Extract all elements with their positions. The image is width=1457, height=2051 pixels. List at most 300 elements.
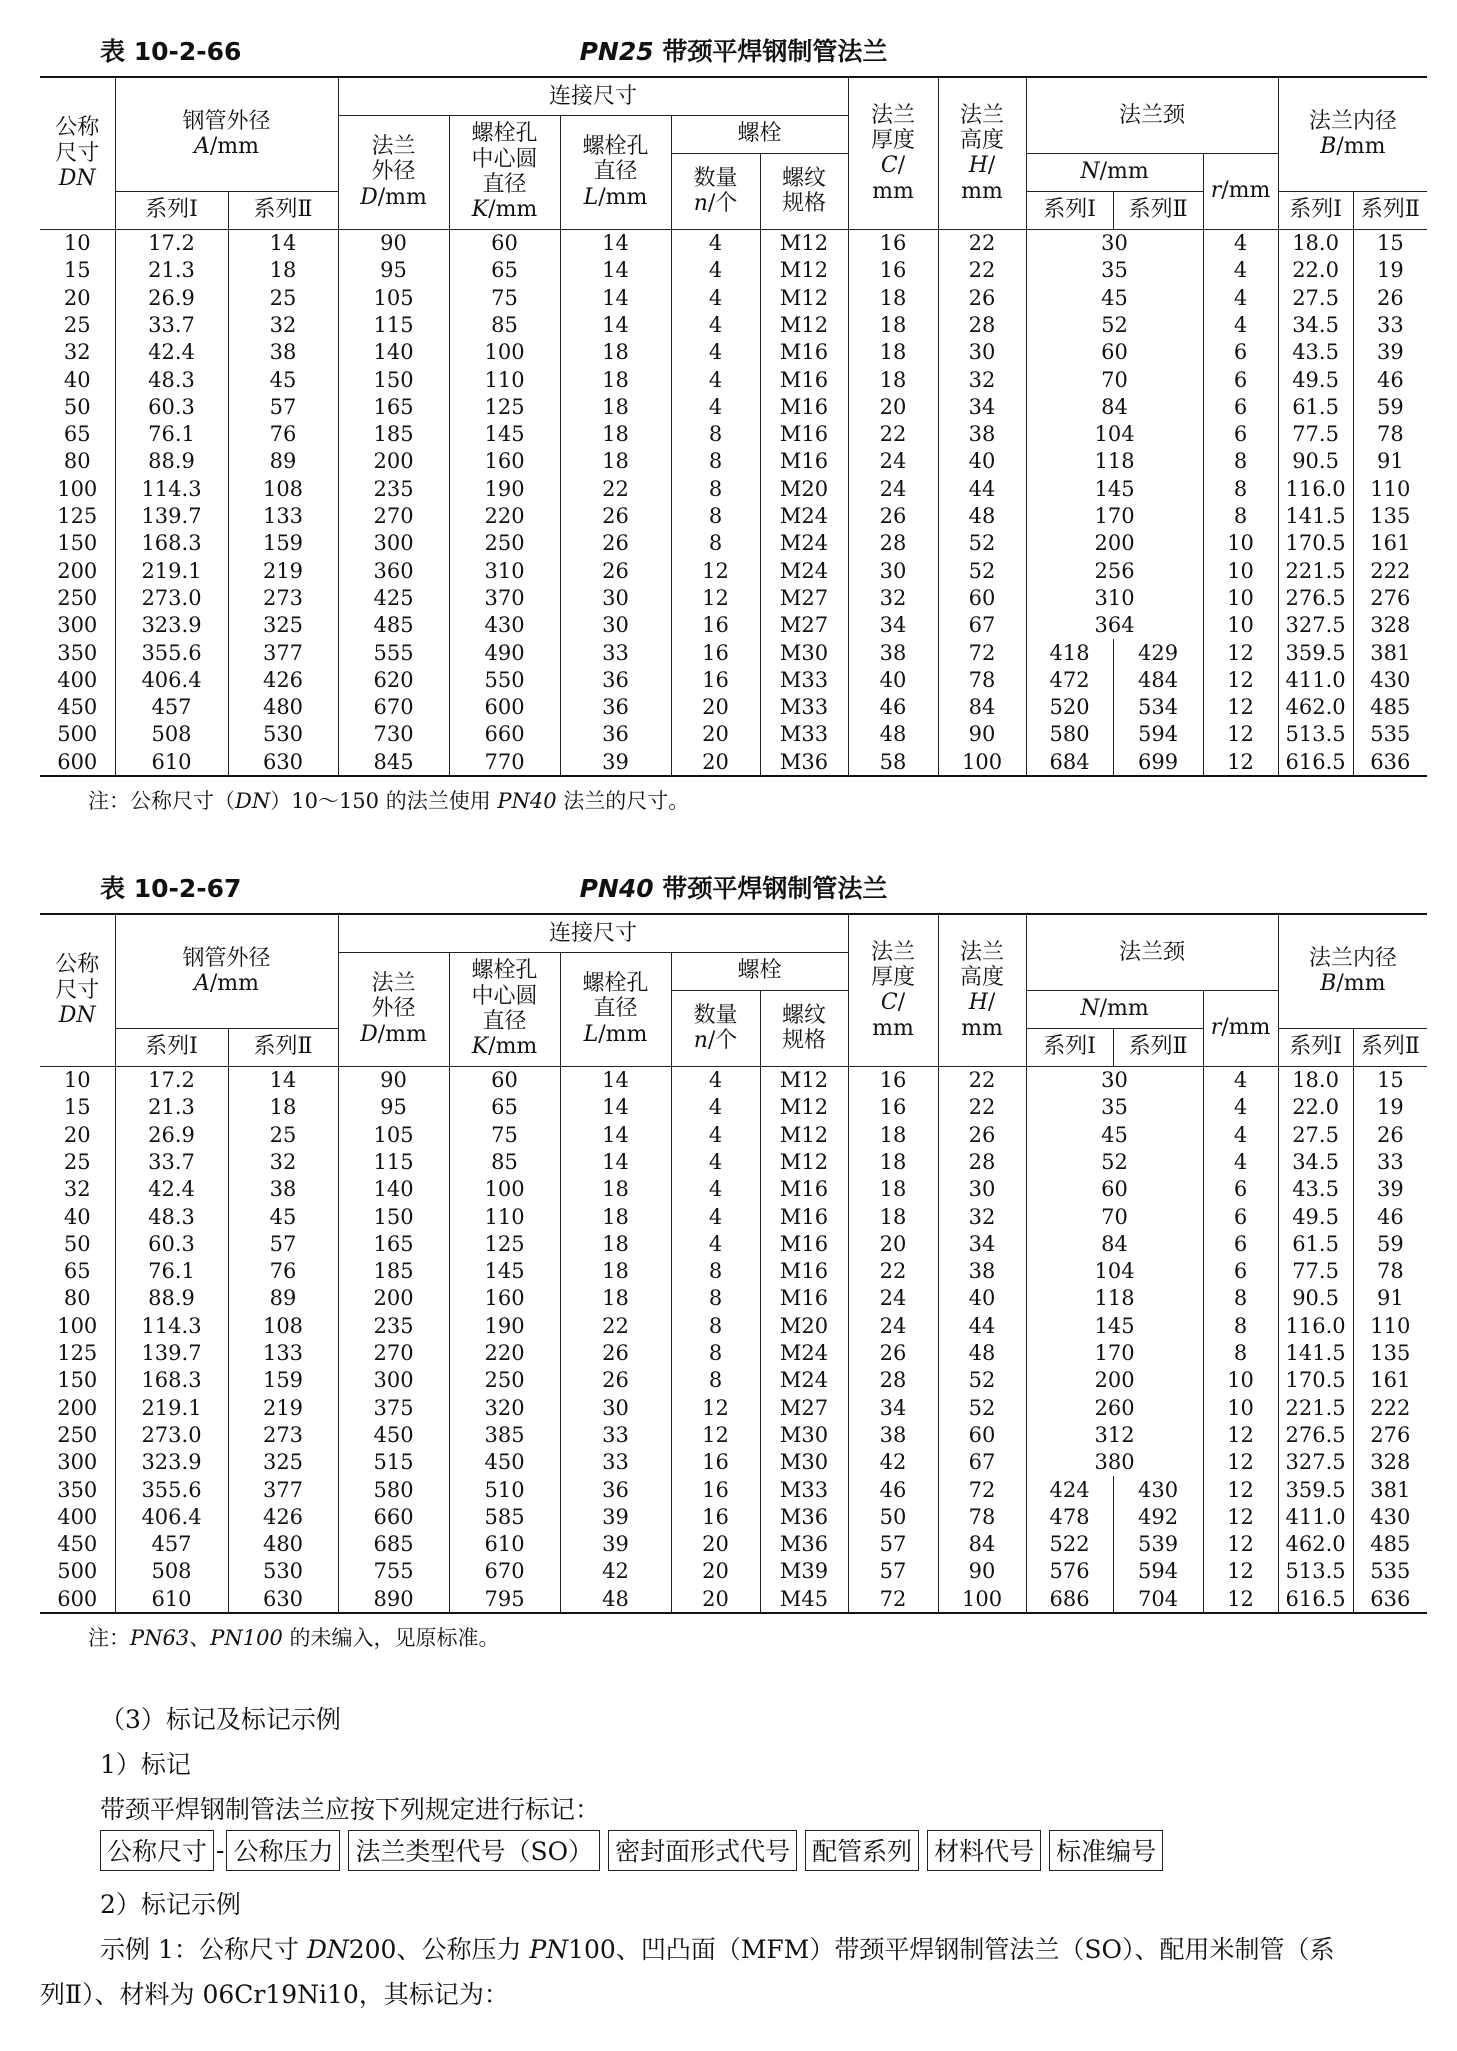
table-cell: 100 [449, 1176, 560, 1203]
table-row [40, 448, 1427, 475]
table-cell: 8 [1203, 1285, 1278, 1312]
header-neck-series1: 系列Ⅰ [1026, 1028, 1113, 1066]
table-cell: 18.0 [1278, 229, 1353, 257]
table-cell: 77.5 [1278, 1258, 1353, 1285]
table-cell: 114.3 [115, 1312, 228, 1339]
table-row [40, 721, 1427, 748]
table-cell: 8 [671, 1367, 760, 1394]
table-cell: M12 [760, 284, 848, 311]
table-cell: 8 [1203, 475, 1278, 502]
table-cell: 10 [1203, 1367, 1278, 1394]
table-cell: 22 [560, 1312, 671, 1339]
table-cell: 610 [449, 1531, 560, 1558]
table-cell: 125 [40, 502, 115, 529]
table-cell: 8 [671, 475, 760, 502]
table-cell: 377 [228, 639, 338, 666]
table-cell: M16 [760, 1230, 848, 1257]
example-1-line-2: 列Ⅱ）、材料为 06Cr19Ni10，其标记为： [40, 1980, 509, 2009]
table-cell: 145 [1026, 475, 1203, 502]
table-row [40, 502, 1427, 529]
table-body [40, 1066, 1427, 1613]
header-connection: 连接尺寸 [338, 77, 848, 115]
table-cell: 72 [848, 1585, 938, 1613]
table-cell: 39 [560, 748, 671, 776]
table-cell: 18 [560, 1230, 671, 1257]
table-cell: 20 [671, 748, 760, 776]
table-cell: M36 [760, 748, 848, 776]
header-neck-series2: 系列Ⅱ [1113, 1028, 1203, 1066]
table-cell: 18.0 [1278, 1066, 1353, 1094]
table-cell: 4 [671, 1148, 760, 1175]
table-cell: 52 [1026, 311, 1203, 338]
table-cell: 513.5 [1278, 1558, 1353, 1585]
table-cell: 77.5 [1278, 421, 1353, 448]
table-cell: 10 [1203, 584, 1278, 611]
table-cell: 323.9 [115, 612, 228, 639]
table-cell: M36 [760, 1531, 848, 1558]
table-cell: 33 [1353, 1148, 1427, 1175]
table-cell: 85 [449, 1148, 560, 1175]
table-cell: 490 [449, 639, 560, 666]
table-cell: 426 [228, 1503, 338, 1530]
table-cell: 328 [1353, 1449, 1427, 1476]
table-cell: 222 [1353, 557, 1427, 584]
table-row [40, 1148, 1427, 1175]
table-cell: 14 [560, 1066, 671, 1094]
table-cell: 4 [1203, 311, 1278, 338]
table-cell: 12 [671, 1421, 760, 1448]
table-cell: 4 [671, 229, 760, 257]
table-cell: 76 [228, 421, 338, 448]
table-row [40, 1585, 1427, 1613]
table-cell: 485 [1353, 1531, 1427, 1558]
table-cell: 139.7 [115, 1339, 228, 1366]
table-cell: 84 [1026, 1230, 1203, 1257]
table-cell: 418 [1026, 639, 1113, 666]
table-cell: 200 [1026, 530, 1203, 557]
table-cell: M24 [760, 1367, 848, 1394]
table-cell: 381 [1353, 1476, 1427, 1503]
table-cell: 141.5 [1278, 1339, 1353, 1366]
table-cell: 100 [938, 1585, 1026, 1613]
table-cell: 12 [1203, 1476, 1278, 1503]
table-cell: 555 [338, 639, 449, 666]
table-cell: 78 [1353, 421, 1427, 448]
table-cell: 36 [560, 721, 671, 748]
table-cell: 18 [560, 1203, 671, 1230]
table-cell: 630 [228, 1585, 338, 1613]
table-cell: 57 [848, 1558, 938, 1585]
table-cell: M27 [760, 612, 848, 639]
mark-box-pipe-series: 配管系列 [805, 1830, 919, 1871]
table-cell: 300 [338, 1367, 449, 1394]
table-cell: 67 [938, 612, 1026, 639]
table-cell: 300 [40, 1449, 115, 1476]
table-cell: M27 [760, 584, 848, 611]
table-title [40, 863, 1427, 913]
table-cell: 44 [938, 1312, 1026, 1339]
table-cell: 221.5 [1278, 1394, 1353, 1421]
table-cell: 235 [338, 475, 449, 502]
table-cell: 4 [1203, 1066, 1278, 1094]
table-cell: 276.5 [1278, 584, 1353, 611]
table-cell: 8 [1203, 502, 1278, 529]
table-cell: 52 [938, 530, 1026, 557]
table-cell: 26 [938, 284, 1026, 311]
table-cell: 36 [560, 666, 671, 693]
table-cell: 48 [848, 721, 938, 748]
table-cell: 426 [228, 666, 338, 693]
table-cell: 18 [560, 1176, 671, 1203]
table-cell: M30 [760, 1421, 848, 1448]
table-cell: 200 [40, 1394, 115, 1421]
table-row [40, 1367, 1427, 1394]
table-cell: 755 [338, 1558, 449, 1585]
table-cell: 118 [1026, 1285, 1203, 1312]
table-cell: 12 [1203, 1531, 1278, 1558]
table-cell: 43.5 [1278, 339, 1353, 366]
table-cell: 32 [938, 366, 1026, 393]
table-cell: 33 [560, 1449, 671, 1476]
table-cell: 52 [938, 1394, 1026, 1421]
table-cell: 38 [938, 421, 1026, 448]
table-cell: 140 [338, 1176, 449, 1203]
table-cell: 12 [671, 557, 760, 584]
table-cell: 40 [40, 366, 115, 393]
table-cell: 61.5 [1278, 393, 1353, 420]
table-cell: 104 [1026, 1258, 1203, 1285]
table-cell: 26 [848, 502, 938, 529]
table-cell: 500 [40, 721, 115, 748]
table-cell: 670 [338, 694, 449, 721]
table-cell: 8 [671, 1285, 760, 1312]
table-cell: 312 [1026, 1421, 1203, 1448]
table-cell: 515 [338, 1449, 449, 1476]
table-cell: 26 [1353, 1121, 1427, 1148]
table-row [40, 639, 1427, 666]
table-cell: 76 [228, 1258, 338, 1285]
table-row [40, 748, 1427, 776]
table-cell: 457 [115, 1531, 228, 1558]
table-cell: 165 [338, 1230, 449, 1257]
table-cell: 150 [40, 1367, 115, 1394]
table-cell: 125 [449, 393, 560, 420]
table-cell: 425 [338, 584, 449, 611]
table-cell: 20 [671, 1531, 760, 1558]
table-cell: 359.5 [1278, 639, 1353, 666]
table-cell: 190 [449, 475, 560, 502]
table-cell: 170 [1026, 502, 1203, 529]
table-caption [40, 869, 1427, 905]
table-cell: 260 [1026, 1394, 1203, 1421]
table-cell: 60 [1026, 1176, 1203, 1203]
table-cell: 21.3 [115, 1094, 228, 1121]
caption-text: 带颈平焊钢制管法兰 [653, 874, 888, 903]
table-cell: 150 [338, 1203, 449, 1230]
table-cell: 327.5 [1278, 612, 1353, 639]
table-cell: 8 [671, 530, 760, 557]
table-cell: 45 [1026, 284, 1203, 311]
table-cell: 12 [671, 584, 760, 611]
table-cell: 34 [848, 612, 938, 639]
table-cell: M16 [760, 393, 848, 420]
header-bore-series2: 系列Ⅱ [1353, 1028, 1427, 1066]
table-cell: 510 [449, 1476, 560, 1503]
table-cell: 190 [449, 1312, 560, 1339]
table-cell: M16 [760, 421, 848, 448]
table-cell: 84 [938, 694, 1026, 721]
table-cell: 411.0 [1278, 666, 1353, 693]
table-cell: 16 [848, 229, 938, 257]
table-cell: 135 [1353, 1339, 1427, 1366]
table-cell: 45 [1026, 1121, 1203, 1148]
header-bolt-qty: 数量 n/个 [671, 990, 760, 1066]
table-cell: 323.9 [115, 1449, 228, 1476]
table-cell: 140 [338, 339, 449, 366]
table-title [40, 26, 1427, 76]
table-cell: 26 [560, 1339, 671, 1366]
table-cell: 10 [1203, 530, 1278, 557]
table-cell: 600 [40, 1585, 115, 1613]
table-cell: 18 [560, 448, 671, 475]
table-cell: 530 [228, 1558, 338, 1585]
table-cell: 480 [228, 1531, 338, 1558]
table-cell: 585 [449, 1503, 560, 1530]
table-cell: 85 [449, 311, 560, 338]
table-cell: 26 [560, 502, 671, 529]
table-row [40, 694, 1427, 721]
table-cell: 32 [228, 311, 338, 338]
header-neck-r: r/mm [1203, 990, 1278, 1066]
table-cell: 320 [449, 1394, 560, 1421]
table-cell: 450 [449, 1449, 560, 1476]
table-cell: 411.0 [1278, 1503, 1353, 1530]
caption-text: 带颈平焊钢制管法兰 [653, 37, 888, 66]
table-cell: 424 [1026, 1476, 1113, 1503]
table-cell: 33 [560, 639, 671, 666]
table-cell: 221.5 [1278, 557, 1353, 584]
header-height: 法兰 高度 H/ mm [938, 914, 1026, 1066]
table-cell: 76.1 [115, 1258, 228, 1285]
header-neck-n: N/mm [1026, 990, 1203, 1028]
table-cell: 250 [40, 1421, 115, 1448]
table-cell: 78 [938, 666, 1026, 693]
table-cell: 6 [1203, 1176, 1278, 1203]
table-cell: 24 [848, 1285, 938, 1312]
table-cell: 42.4 [115, 1176, 228, 1203]
table-cell: 594 [1113, 721, 1203, 748]
table-note: 注：PN63、PN100 的未编入，见原标准。 [88, 1626, 500, 1651]
header-bolt-hole: 螺栓孔 直径 L/mm [560, 115, 671, 229]
table-cell: M45 [760, 1585, 848, 1613]
table-cell: 30 [560, 612, 671, 639]
table-cell: 34.5 [1278, 1148, 1353, 1175]
table-cell: 168.3 [115, 1367, 228, 1394]
table-cell: 20 [40, 1121, 115, 1148]
table-cell: M24 [760, 557, 848, 584]
table-cell: 492 [1113, 1503, 1203, 1530]
table-cell: 22.0 [1278, 1094, 1353, 1121]
table-row [40, 1203, 1427, 1230]
table-cell: M27 [760, 1394, 848, 1421]
table-cell: 39 [1353, 1176, 1427, 1203]
header-flange-od: 法兰 外径 D/mm [338, 952, 449, 1066]
table-10-2-67 [40, 863, 1427, 1652]
table-cell: 35 [1026, 257, 1203, 284]
table-cell: 65 [449, 257, 560, 284]
header-height: 法兰 高度 H/ mm [938, 77, 1026, 229]
table-cell: 20 [848, 393, 938, 420]
table-cell: 48 [560, 1585, 671, 1613]
table-cell: 10 [40, 229, 115, 257]
header-pipe-series2: 系列Ⅱ [228, 191, 338, 229]
table-number: 表 10-2-67 [100, 874, 242, 903]
table-cell: 33 [560, 1421, 671, 1448]
table-caption [40, 32, 1427, 68]
table-cell: 67 [938, 1449, 1026, 1476]
table-cell: 88.9 [115, 1285, 228, 1312]
table-cell: 145 [449, 1258, 560, 1285]
table-cell: 377 [228, 1476, 338, 1503]
table-number: 表 10-2-66 [100, 37, 242, 66]
table-cell: 355.6 [115, 639, 228, 666]
table-cell: 38 [938, 1258, 1026, 1285]
table-cell: 4 [671, 1176, 760, 1203]
header-neck-series1: 系列Ⅰ [1026, 191, 1113, 229]
table-cell: 115 [338, 1148, 449, 1175]
table-cell: 8 [671, 421, 760, 448]
table-cell: 430 [1353, 666, 1427, 693]
table-row [40, 1176, 1427, 1203]
table-cell: 75 [449, 1121, 560, 1148]
table-cell: 145 [449, 421, 560, 448]
table-cell: 381 [1353, 639, 1427, 666]
table-cell: 6 [1203, 1203, 1278, 1230]
table-10-2-66 [40, 26, 1427, 815]
table-cell: 276 [1353, 1421, 1427, 1448]
table-cell: 375 [338, 1394, 449, 1421]
table-cell: 165 [338, 393, 449, 420]
table-cell: M12 [760, 1094, 848, 1121]
table-cell: 22 [848, 1258, 938, 1285]
table-cell: 39 [560, 1531, 671, 1558]
table-cell: 100 [40, 1312, 115, 1339]
table-cell: 100 [449, 339, 560, 366]
table-cell: 500 [40, 1558, 115, 1585]
table-cell: M33 [760, 1476, 848, 1503]
table-cell: 380 [1026, 1449, 1203, 1476]
table-cell: 110 [449, 366, 560, 393]
table-cell: 36 [560, 1476, 671, 1503]
table-cell: 539 [1113, 1531, 1203, 1558]
table-cell: 39 [560, 1503, 671, 1530]
table-cell: 14 [228, 1066, 338, 1094]
table-cell: M12 [760, 229, 848, 257]
table-cell: 26.9 [115, 284, 228, 311]
table-cell: 6 [1203, 339, 1278, 366]
table-cell: 14 [560, 284, 671, 311]
table-cell: 730 [338, 721, 449, 748]
table-cell: 57 [228, 1230, 338, 1257]
table-cell: 60 [938, 1421, 1026, 1448]
table-cell: 32 [228, 1148, 338, 1175]
table-row [40, 530, 1427, 557]
table-cell: M30 [760, 639, 848, 666]
table-cell: 28 [848, 1367, 938, 1394]
table-cell: 4 [671, 1094, 760, 1121]
table-cell: 33.7 [115, 1148, 228, 1175]
table-cell: M24 [760, 1339, 848, 1366]
table-cell: 20 [671, 1558, 760, 1585]
table-cell: 18 [560, 366, 671, 393]
table-cell: 19 [1353, 257, 1427, 284]
table-cell: 133 [228, 502, 338, 529]
table-cell: 30 [938, 339, 1026, 366]
table-cell: 40 [40, 1203, 115, 1230]
header-bolt-thread: 螺纹 规格 [760, 153, 848, 229]
table-cell: 4 [1203, 229, 1278, 257]
header-bolt-circle: 螺栓孔 中心圆 直径 K/mm [449, 952, 560, 1066]
table-cell: 30 [560, 1394, 671, 1421]
header-flange-od: 法兰 外径 D/mm [338, 115, 449, 229]
table-cell: 76.1 [115, 421, 228, 448]
table-cell: 770 [449, 748, 560, 776]
table-cell: 14 [560, 311, 671, 338]
subheading-mark: 1）标记 [100, 1750, 191, 1779]
table-cell: 457 [115, 694, 228, 721]
table-cell: 795 [449, 1585, 560, 1613]
table-row [40, 339, 1427, 366]
table-cell: 22 [938, 229, 1026, 257]
table-cell: 30 [1026, 229, 1203, 257]
table-row [40, 1339, 1427, 1366]
table-cell: 522 [1026, 1531, 1113, 1558]
table-cell: 18 [848, 339, 938, 366]
table-cell: 110 [449, 1203, 560, 1230]
table-cell: 8 [671, 502, 760, 529]
flange-table [40, 913, 1427, 1614]
table-cell: 8 [671, 1258, 760, 1285]
table-cell: 630 [228, 748, 338, 776]
table-cell: 24 [848, 475, 938, 502]
table-cell: 360 [338, 557, 449, 584]
table-cell: 110 [1353, 1312, 1427, 1339]
table-cell: 350 [40, 639, 115, 666]
caption-pn: PN25 [579, 37, 654, 66]
table-cell: 161 [1353, 1367, 1427, 1394]
header-neck-series2: 系列Ⅱ [1113, 191, 1203, 229]
table-cell: 65 [40, 1258, 115, 1285]
table-cell: 4 [1203, 1121, 1278, 1148]
table-cell: 550 [449, 666, 560, 693]
table-cell: 185 [338, 421, 449, 448]
table-cell: 429 [1113, 639, 1203, 666]
table-cell: 161 [1353, 530, 1427, 557]
table-cell: 300 [338, 530, 449, 557]
table-cell: 60.3 [115, 1230, 228, 1257]
table-cell: M39 [760, 1558, 848, 1585]
table-cell: 18 [848, 1121, 938, 1148]
table-cell: 508 [115, 1558, 228, 1585]
example-1-line-1: 示例 1：公称尺寸 DN200、公称压力 PN100、凹凸面（MFM）带颈平焊钢制管法兰（SO）、配用米制管（系 [100, 1935, 1335, 1964]
header-neck: 法兰颈 [1026, 77, 1278, 153]
table-cell: 38 [848, 1421, 938, 1448]
table-cell: 27.5 [1278, 1121, 1353, 1148]
header-bolt-circle: 螺栓孔 中心圆 直径 K/mm [449, 115, 560, 229]
table-cell: 270 [338, 502, 449, 529]
table-cell: 4 [1203, 257, 1278, 284]
table-cell: 8 [1203, 1312, 1278, 1339]
